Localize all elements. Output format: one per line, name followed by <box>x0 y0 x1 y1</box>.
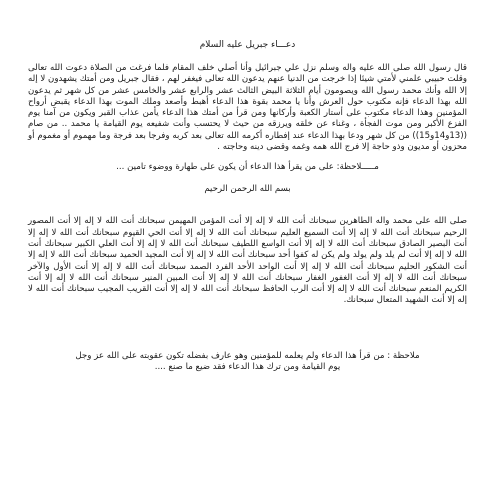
dua-text: صلى الله على محمد واله الطاهرين سبحانك أنت الله لا إله إلا أنت المؤمن المهيمن سبحانك أنت الله لا إله إلا أنت المصور الرحيم سبحانك أنت الله لا إله إلا أنت السميع العليم سبحانك أنت الله لا إله إلا أنت الحي القيوم سبحانك أنت الله لا إله إلا أنت البصير الصادق سبحانك أنت الله لا إله إلا أنت الواسع اللطيف سبحانك أنت الله لا إله إلا أنت العلي الكبير سبحانك أنت الله لا إله إلا أنت لم يلد ولم يولد ولم يكن له كفوا أحد سبحانك أنت الله لا إله إلا أنت المجيد الحميد سبحانك أنت الله لا إله إلا أنت الشكور الحليم سبحانك أنت الله لا إله إلا أنت الواحد الأحد الفرد الصمد سبحانك أنت الله لا إله إلا أنت الأول والآخر سبحانك أنت الله لا إله إلا أنت الغفور الغفار سبحانك أنت الله لا إله إلا أنت المبين المنير سبحانك أنت الله لا إله إلا أنت الكريم المنعم سبحانك أنت الله لا إله إلا أنت الرب الحافظ سبحانك أنت الله لا إله إلا أنت القريب المجيب سبحانك أنت الله لا إله إلا أنت الشهيد المتعال سبحانك. <box>28 216 467 306</box>
basmala: بسم الله الرحمن الرحيم <box>204 184 291 195</box>
document-title: دعـــاء جبريل عليه السلام <box>199 40 296 50</box>
footer-note: ملاحظة : من قرأ هذا الدعاء ولم يعلمه للمؤمنين وهو عارف بفضله تكون عقوبته على الله عز وجل يوم القيامة ومن ترك هذا الدعاء فقد ضيع ما صنع .... <box>75 350 420 373</box>
intro-paragraph: قال رسول الله صلى الله عليه واله وسلم نزل علي جبرائيل وأنا أصلي خلف المقام فلما فرغت من الصلاة دعوت الله تعالى وقلت حبيبي علمني لأمتي شيئا إذا خرجت من الدنيا عنهم يدعون الله تعالى فيغفر لهم ، فقال جبريل ومن أمتك يشهدون لا إله إلا الله وأنك محمد رسول الله ويصومون أيام الثلاثة البيض الثالث عشر والرابع عشر والخامس عشر من كل شهر ثم يدعون الله بهذا الدعاء فإنه مكتوب حول العرش وأنا يا محمد بقوة هذا الدعاء أهبط وأصعد وملك الموت بهذا الدعاء يقبض أرواح المؤمنين وهذا الدعاء مكتوب على أستار الكعبة وأركانها ومن قرأ من أمتك هذا الدعاء يأمن عذاب القبر ويكون من آمنا يوم الفزع الأكبر ومن موت الفجأة ، وغناء عن خلقه ويرزقه من حيث لا يحتسب وأنت شفيعه يوم القيامة يا محمد .. من صام ((13و14و15)) من كل شهر ودعا بهذا الدعاء عند إفطاره أكرمه الله تعالى بعد كربه وفرجا بعد فرجة وما مهموم أو مغموم أو محزون أو مديون وذو حاجة إلا فرج الله همه وغمه وقضى دينه وحاجته . <box>28 63 467 153</box>
purity-note: مـــــلاحظة: على من يقرأ هذا الدعاء أن يكون على طهارة ووضوء تامين ... <box>116 162 379 173</box>
